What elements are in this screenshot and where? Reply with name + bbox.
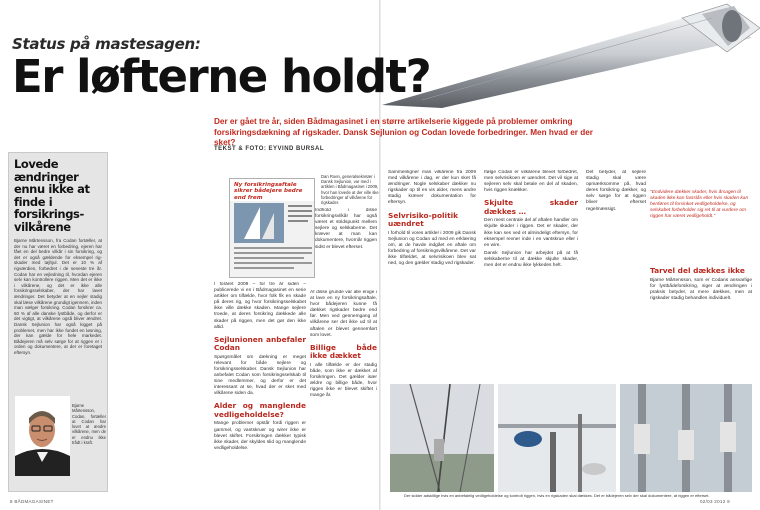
magazine-cover-inset bbox=[229, 178, 315, 278]
paragraph: Den mest centrale del af aftalen handler om skjulte skader i riggen. Det er skader, der ikke kan ses ved et almindeligt eftersyn, for eksempel revner inde i en vantskrue eller i en wire. bbox=[484, 218, 578, 248]
article-kicker: Status på mastesagen: bbox=[12, 35, 201, 53]
mast-photo bbox=[382, 0, 760, 108]
paragraph: Af disse grunde var alle enige i at lave en ny forsikringsaftale, hvor bådejeren kunne få dækket rigskader bedre end før. Men ved gennemgang af vilkårene ser det ikke ud til at aftalen er blevet gennemført som lovet. bbox=[310, 290, 377, 338]
column-5b bbox=[650, 262, 752, 380]
paragraph: I alle tilfælde er der stadig både, som ikke er dækket af forsikringen. Det gælder især ældre og billige både, hvor riggen ikke er blevet skiftet i mange år. bbox=[310, 362, 377, 399]
footer-right: 02/03 2012 9 bbox=[700, 499, 730, 504]
article-byline: TEKST & FOTO: EYVIND BURSAL bbox=[214, 146, 325, 152]
portrait-caption: Bjarne Mårtensson, Codan, fortæller at Codan har lovet at ændre vilkårene, men de er endnu ikke trådt i kraft. bbox=[72, 403, 106, 446]
column-2 bbox=[310, 290, 377, 490]
photo-caption: Der sidder adskillige hvis en anbefalelig vedligeholdelse og kontrolt riggen, hvis en rigskaden skal dækkes. Det er bådejeren selv der skal dokumentere, at riggen er efterset. bbox=[404, 493, 710, 498]
pull-quote: "Endvidere dækker skader, hvis årsagen til skaden ikke kan fastslås eller hvis skaden kan henføres til forsinket vedligeholdelse, og selskabet forbeholder sig ret til at vurdere om riggen har været vedligeholdt." bbox=[650, 190, 749, 220]
rig-photo-1 bbox=[390, 384, 494, 492]
subheading: Billige både ikke dækket bbox=[310, 342, 377, 361]
sidebar-title: Lovede ændringer ennu ikke at finde i forsikrings-vilkårene bbox=[14, 157, 90, 234]
subheading: Alder og manglende vedligeholdelse? bbox=[214, 401, 306, 419]
column-4 bbox=[484, 170, 578, 380]
article-lead: Der er gået tre år, siden Bådmagasinet i en større artikelserie kiggede på problemer omkring forsikringsdækning af rigskader. Dansk Sejlunion og Codan lovede forbedringer. Men hvad er der sket? bbox=[214, 117, 593, 148]
column-2-top bbox=[315, 208, 377, 288]
paragraph: Det betyder, at sejlere stadig skal være opmærksomme på, hvad deres forsikring dækker, og selv sørge for at riggen bliver efterset regelmæssigt. bbox=[586, 170, 646, 212]
subheading: Sejlunionen anbefaler Codan bbox=[214, 334, 306, 353]
subheading: Tarvel del dækkes ikke bbox=[650, 266, 745, 275]
paragraph: I forhold til vores artikler i 2009 gik Dansk Sejlunion og Codan ud med en erklæring om, at de havde indgået en aftale om forbedring af forsikringsvilkårene. Det var ikke tilfældet, at selvrisikoen blev sat ned, og den gælder stadig ved rigskader. bbox=[388, 230, 476, 267]
column-3 bbox=[388, 170, 476, 380]
article-headline: Er løfterne holdt? bbox=[12, 50, 431, 103]
paragraph: Sammenligner man vilkårene fra 2009 med vilkårene i dag, er der kun sket få ændringer. Nogle selskaber dækker nu rigskader op til en vis alder, mens andre stadig kræver dokumentation for eftersyn. bbox=[388, 170, 476, 206]
paragraph: I foråret 2009 – for tre år siden – publicerede vi en i Bådmagasinet en serie artikler om tilfælde, hvor folk fik en skade på deres rig, og hvor forsikringsselskabet ikke ville dække skaden. Mange sejlere troede, at deres forsikring dækkede alle skader på riggen, men det gør den ikke altid. bbox=[214, 282, 306, 330]
paragraph: Mange problemer opstår fordi riggen er gammel, og vantskruer og wirer ikke er blevet skiftet. Forsikringen dækker typisk ikke skader, der skyldes slid og manglende vedligeholdelse. bbox=[214, 421, 306, 451]
inset-caption: Dan Roen, generalsekretær i Dansk Sejlunion, var med i artiklen i Bådmagasinet i 2009, hvor han lovede at der ville ske forbedringer af vilkårene for rigskader. bbox=[321, 174, 379, 206]
rig-photo-2 bbox=[498, 384, 616, 492]
column-5 bbox=[586, 170, 646, 380]
bottom-photo-strip bbox=[382, 384, 760, 496]
sidebar-body: Bjarne Mårtensson, fra Codan fortæller, at der nu har været en forbedring, ejeren har fået en del bedre vilkår i sin forsikring, og det er også gældende for eksempel rig-skader med tøjhjul. Det er 10 % af rigværdien, forbedret i de seneste tre år. Codan har en vejledning til, hvordan ejeren selv kan kontrollere riggen. Men det er ikke i vilkårene, og det er ikke alle forsikringsselskaber, der har lavet ændringer. Det betyder at en sejler stadig skal læse vilkårene grundigt igennem, inden man vælger forsikring. Codan forsikrer ca. 60 % af alle danske lystbåde, og derfor er det vigtigt, at vilkårene også bliver ændret. Dansk Sejlunion har også kigget på problemet, men har ikke fundet en løsning, der kan gælde for hele markedet. Bådejeren må selv sørge for at riggen er i orden og dokumentere, at der er foretaget eftersyn. bbox=[14, 238, 102, 355]
paragraph: Spørgsmålet om dækning er meget relevant for både sejlere og forsikringsselskaber. Dansk Sejlunion har anbefalet Codan som forsikringsselskab til sine medlemmer, og derfor er det interessant at se, hvad der er sket med vilkårene siden da. bbox=[214, 354, 306, 397]
rig-photo-3 bbox=[620, 384, 752, 492]
paragraph: Bjarne Mårtensson, som er Codans ansvarlige for lystbådeforsikring, siger at ændringen i praksis betyder, at mere dækkes, men at rigskader stadig behandles individuelt. bbox=[650, 277, 752, 301]
subheading: Skjulte skader dækkes … bbox=[484, 198, 578, 216]
column-1 bbox=[214, 282, 306, 492]
sidebar-box bbox=[8, 152, 108, 492]
footer-left: 8 BÅDMAGASINET bbox=[10, 499, 54, 504]
paragraph: Ifølge Codan er vilkårene blevet forbedret, men selvrisikoen er uændret. Det vil sige at sejleren selv skal betale en del af skaden, hvis riggen knækker. bbox=[484, 170, 578, 194]
portrait-photo bbox=[15, 396, 70, 476]
paragraph: Indhold i disse forsikringsvilkår har også været et stridspunkt mellem sejlere og selskaberne. Det kræver at man kan dokumentere, hvornår riggen sidst er blevet efterset. bbox=[315, 208, 377, 250]
paragraph: Dansk Sejlunion har arbejdet på at få selskaberne til at dække skjulte skader, men det er endnu ikke lykkedes helt. bbox=[484, 250, 578, 269]
subheading: Selvrisiko-politik uændret bbox=[388, 210, 459, 229]
inset-title: Ny forsikringsaftale sikrer bådejere bedre end frem bbox=[234, 182, 303, 201]
